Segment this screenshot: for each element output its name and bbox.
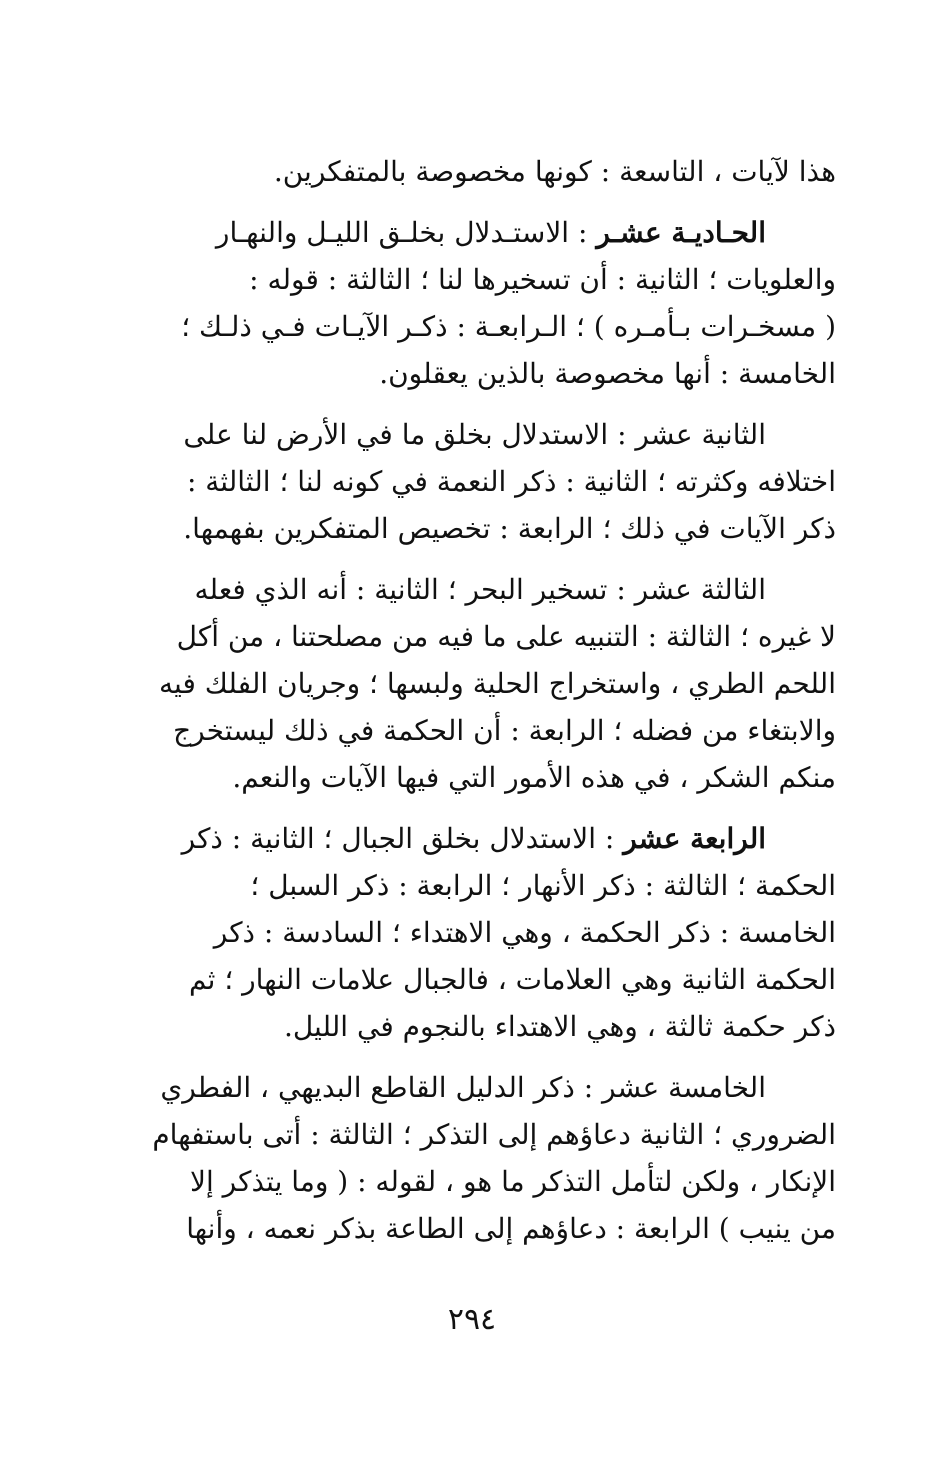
line-text: الثالثة عشر : تسخير البحر ؛ الثانية : أنه الذي فعله (194, 573, 766, 606)
section-heading: الرابعة عشر (623, 822, 766, 855)
line-text: هذا لآيات ، التاسعة : كونها مخصوصة بالمتفكرين. (273, 155, 836, 188)
text-line (90, 862, 836, 909)
text-line (90, 458, 836, 505)
line-text: الحكمة الثانية وهي العلامات ، فالجبال علامات النهار ؛ ثم (189, 963, 836, 996)
paragraph (90, 566, 836, 801)
line-text: : الاستـدلال بخلـق الليـل والنهـار (215, 216, 597, 249)
line-text: الضروري ؛ الثانية دعاؤهم إلى التذكر ؛ الثالثة : أتى باستفهام (152, 1118, 836, 1151)
text-line (90, 754, 836, 801)
text-line (90, 566, 836, 613)
text-line (90, 350, 836, 397)
paragraph (90, 148, 836, 195)
text-line (90, 660, 836, 707)
line-text: الخامسة : أنها مخصوصة بالذين يعقلون. (379, 357, 836, 390)
text-line (90, 505, 836, 552)
text-line (90, 956, 836, 1003)
text-line (90, 209, 836, 256)
text-line (90, 909, 836, 956)
section-heading: الحـاديـة عشـر (596, 216, 766, 249)
line-text: لا غيره ؛ الثالثة : التنبيه على ما فيه من مصلحتنا ، من أكل (176, 620, 836, 653)
text-line (90, 256, 836, 303)
text-line (90, 1111, 836, 1158)
text-line (90, 1205, 836, 1252)
paragraph (90, 1064, 836, 1252)
text-line (90, 1064, 836, 1111)
text-line (90, 148, 836, 195)
paragraph (90, 815, 836, 1050)
line-text: الخامسة : ذكر الحكمة ، وهي الاهتداء ؛ السادسة : ذكر (213, 916, 836, 949)
line-text: اختلافه وكثرته ؛ الثانية : ذكر النعمة في كونه لنا ؛ الثالثة : (186, 465, 836, 498)
line-text: والعلويات ؛ الثانية : أن تسخيرها لنا ؛ الثالثة : قوله : (249, 263, 836, 296)
line-text: الحكمة ؛ الثالثة : ذكر الأنهار ؛ الرابعة : ذكر السبل ؛ (250, 869, 836, 902)
text-line (90, 815, 836, 862)
text-line (90, 1158, 836, 1205)
line-text: اللحم الطري ، واستخراج الحلية ولبسها ؛ وجريان الفلك فيه (159, 667, 836, 700)
line-text: الثانية عشر : الاستدلال بخلق ما في الأرض لنا على (183, 418, 766, 451)
text-line (90, 613, 836, 660)
line-text: منكم الشكر ، في هذه الأمور التي فيها الآيات والنعم. (232, 761, 836, 794)
line-text: : الاستدلال بخلق الجبال ؛ الثانية : ذكر (181, 822, 624, 855)
line-text: من ينيب ) الرابعة : دعاؤهم إلى الطاعة بذكر نعمه ، وأنها (186, 1212, 836, 1245)
paragraph (90, 411, 836, 552)
body-text (90, 148, 836, 1252)
text-line (90, 411, 836, 458)
line-text: الخامسة عشر : ذكر الدليل القاطع البديهي ، الفطري (160, 1071, 766, 1104)
line-text: الإنكار ، ولكن لتأمل التذكر ما هو ، لقوله : ( وما يتذكر إلا (190, 1165, 836, 1198)
line-text: والابتغاء من فضله ؛ الرابعة : أن الحكمة في ذلك ليستخرج (173, 714, 836, 747)
page-number: ٢٩٤ (447, 1302, 497, 1337)
line-text: ذكر الآيات في ذلك ؛ الرابعة : تخصيص المتفكرين بفهمها. (183, 512, 836, 545)
text-line (90, 707, 836, 754)
text-line (90, 303, 836, 350)
line-text: ( مسخـرات بـأمـره ) ؛ الـرابعـة : ذكـر الآيـات فـي ذلـك ؛ (181, 310, 836, 343)
paragraph (90, 209, 836, 397)
text-line (90, 1003, 836, 1050)
line-text: ذكر حكمة ثالثة ، وهي الاهتداء بالنجوم في الليل. (283, 1010, 836, 1043)
